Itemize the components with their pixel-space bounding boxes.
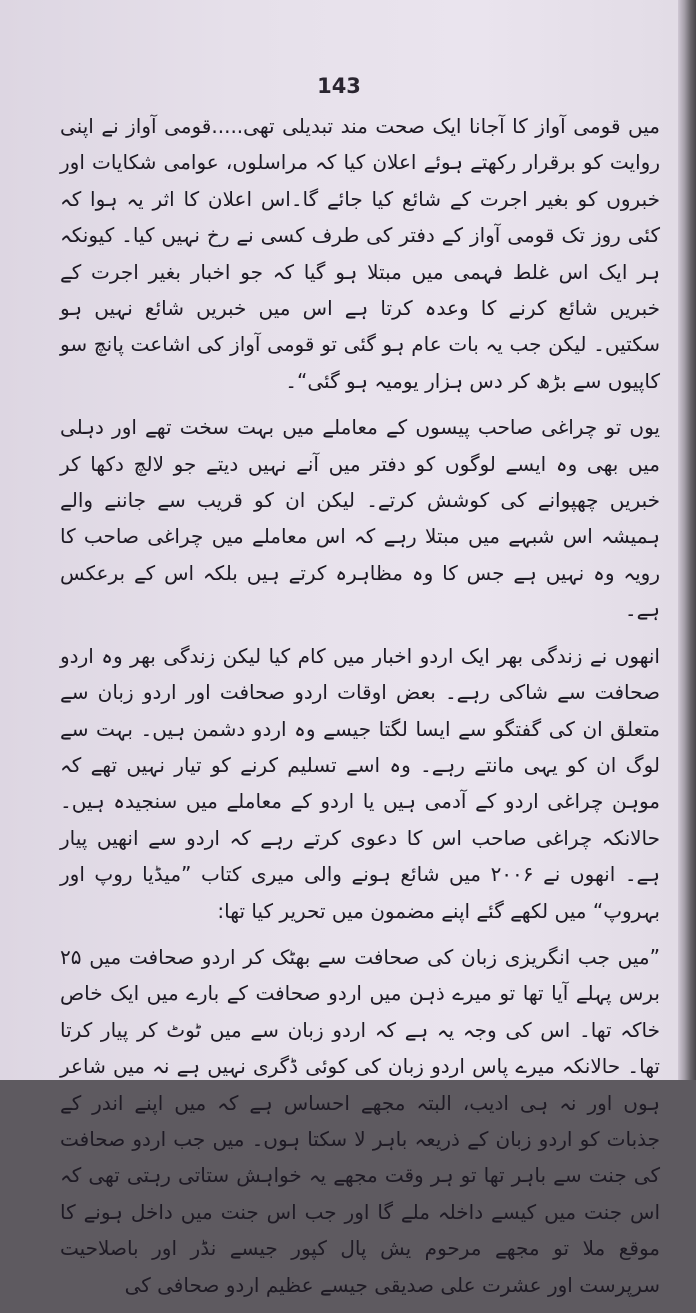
paragraph-3: انھوں نے زندگی بھر ایک اردو اخبار میں کام کیا لیکن زندگی بھر وہ اردو صحافت سے شاکی رہے۔ بعض اوقات اردو صحافت اور اردو زبان سے متعلق ان کی گفتگو سے ایسا لگتا جیسے وہ اردو دشمن ہیں۔ بہت سے لوگ ان کو یہی مانتے رہے۔ وہ اسے تسلیم کرنے کو تیار نہیں تھے کہ موہن چراغی اردو کے آدمی ہیں یا اردو کے معاملے میں سنجیدہ ہیں۔ حالانکہ چراغی صاحب اس کا دعوی کرتے رہے کہ اردو سے انھیں پیار ہے۔ انھوں نے ۲۰۰۶ میں شائع ہونے والی میری کتاب ”میڈیا روپ اور بہروپ“ میں لکھے گئے اپنے مضمون میں تحریر کیا تھا:	[60, 643, 660, 923]
paragraph-4-quote: ”میں جب انگریزی زبان کی صحافت سے بھٹک کر اردو صحافت میں ۲۵ برس پہلے آیا تھا تو میرے ذہن میں اردو صحافت کے بارے میں ایک خاص خاکہ تھا۔ اس کی وجہ یہ ہے کہ اردو زبان سے میں ٹوٹ کر پیار کرتا تھا۔ حالانکہ میرے پاس اردو زبان کی کوئی ڈگری نہیں ہے نہ میں شاعر ہوں اور نہ ہی ادیب، البتہ مجھے احساس ہے کہ میں اپنے اندر کے جذبات کو اردو زبان کے ذریعہ باہر لا سکتا ہوں۔ میں جب اردو صحافت کی جنت سے باہر تھا تو ہر وقت مجھے یہ خواہش ستاتی رہتی تھی کہ اس جنت میں کیسے داخلہ ملے گا اور جب اس جنت میں داخل ہونے کا موقع ملا تو مجھے مرحوم یش پال کپور جیسے نڈر اور باصلاحیت سرپرست اور عشرت علی صدیقی جیسے عظیم اردو صحافی کی	[60, 944, 660, 1297]
page-number: 143	[317, 74, 361, 98]
paragraph-2: یوں تو چراغی صاحب پیسوں کے معاملے میں بہت سخت تھے اور دہلی میں بھی وہ ایسے لوگوں کو دفتر میں آنے نہیں دیتے جو لالچ دکھا کر خبریں چھپوانے کی کوشش کرتے۔ لیکن ان کو قریب سے جاننے والے ہمیشہ اس شبہے میں مبتلا رہے کہ اس معاملے میں چراغی صاحب کا رویہ وہ نہیں ہے جس کا وہ مظاہرہ کرتے ہیں بلکہ اس کے برعکس ہے۔	[60, 415, 660, 622]
book-spine-edge	[678, 0, 696, 1080]
paragraph-1: میں قومی آواز کا آجانا ایک صحت مند تبدیلی تھی.....قومی آواز نے اپنی روایت کو برقرار رکھتے ہوئے اعلان کیا کہ مراسلوں، عوامی شکایات اور خبروں کو بغیر اجرت کے شائع کیا جائے گا۔اس اعلان کا اثر یہ ہوا کہ کئی روز تک قومی آواز کے دفتر کی طرف کسی نے رخ نہیں کیا۔ کیونکہ ہر ایک اس غلط فہمی میں مبتلا ہو گیا کہ جو اخبار بغیر اجرت کے خبریں شائع کرنے کا وعدہ کرتا ہے اس میں خبریں شائع نہیں ہو سکتیں۔ لیکن جب یہ بات عام ہو گئی تو قومی آواز کی اشاعت پانچ سو کاپیوں سے بڑھ کر دس ہزار یومیہ ہو گئی“۔	[60, 114, 660, 393]
body-text	[60, 108, 660, 1313]
